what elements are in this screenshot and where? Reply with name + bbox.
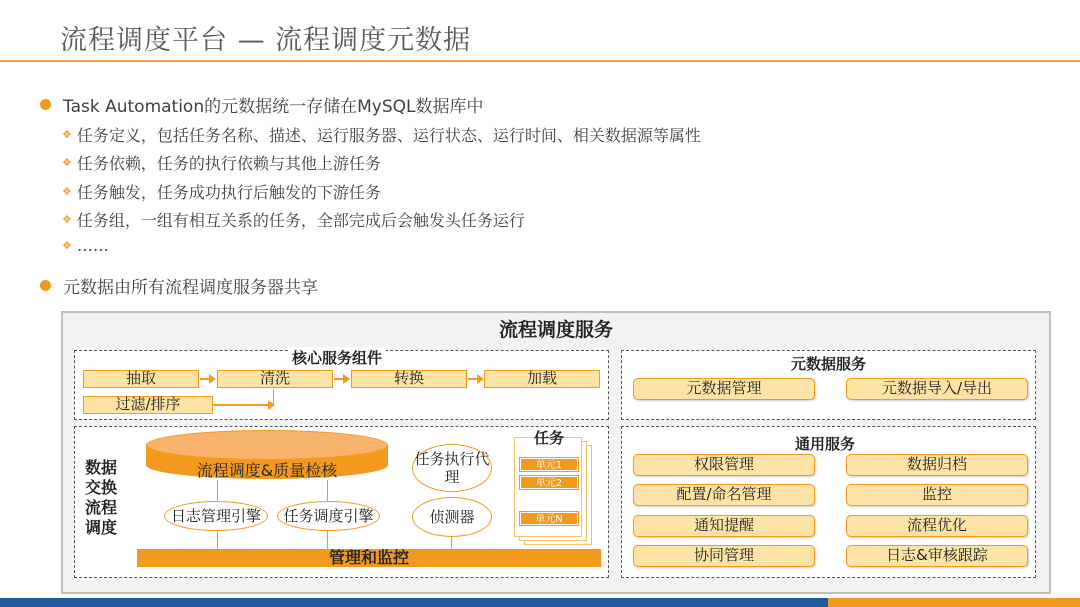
permission-management: 权限管理: [633, 454, 815, 476]
flow-arrow: [200, 378, 214, 380]
extract-step: 抽取: [83, 370, 199, 388]
sub-item-text: 任务依赖，任务的执行依赖与其他上游任务: [76, 154, 381, 173]
connector-line: [327, 480, 328, 502]
bullet-item: [40, 273, 318, 298]
flow-arrow: [468, 378, 482, 380]
task-engine: 任务调度引擎: [277, 501, 380, 531]
bullet-dot-icon: [40, 280, 51, 291]
metadata-management: 元数据管理: [633, 378, 815, 400]
monitoring: 监控: [846, 484, 1028, 506]
metadata-services-label: 元数据服务: [787, 353, 870, 374]
diamond-bullet-icon: ❖: [62, 128, 72, 141]
task-unit-n: 单元N: [520, 512, 578, 525]
connector-line: [217, 531, 218, 549]
sub-item: [62, 208, 525, 231]
common-services-label: 通用服务: [791, 433, 859, 454]
execution-agent: 任务执行代理: [412, 444, 492, 492]
core-components-label: 核心服务组件: [288, 347, 386, 368]
title-divider: [0, 60, 1080, 62]
scheduling-database-top: [146, 430, 388, 460]
diamond-bullet-icon: ❖: [62, 213, 72, 226]
connector-line: [327, 531, 328, 549]
footer-bar-orange: [828, 598, 1080, 607]
process-optimization: 流程优化: [846, 515, 1028, 537]
flow-arrow: [334, 378, 348, 380]
footer-bar-blue: [0, 598, 828, 607]
diamond-bullet-icon: ❖: [62, 239, 72, 252]
sub-item-text: ……: [76, 236, 109, 255]
metadata-import-export: 元数据导入/导出: [846, 378, 1028, 400]
load-step: 加载: [484, 370, 600, 388]
scheduling-quality-label: 流程调度&质量检核: [196, 461, 338, 480]
detector: 侦测器: [412, 497, 492, 537]
connector-line: [217, 480, 218, 502]
bullet-text: 元数据由所有流程调度服务器共享: [63, 278, 318, 298]
sub-item: [62, 180, 381, 203]
tasks-label: 任务: [534, 429, 565, 447]
clean-step: 清洗: [217, 370, 333, 388]
sub-item: [62, 151, 381, 174]
exchange-scheduling-label: 数据交换流程调度: [84, 458, 117, 537]
collaboration-management: 协同管理: [633, 545, 815, 567]
data-archiving: 数据归档: [846, 454, 1028, 476]
management-monitoring-bar: 管理和监控: [137, 549, 601, 567]
connector-line: [451, 537, 452, 549]
filter-sort-step: 过滤/排序: [83, 396, 213, 414]
diamond-bullet-icon: ❖: [62, 156, 72, 169]
diagram-title: 流程调度服务: [498, 319, 613, 341]
page-title: 流程调度平台 — 流程调度元数据: [60, 25, 472, 56]
log-engine: 日志管理引擎: [164, 501, 268, 531]
sub-item-text: 任务组，一组有相互关系的任务，全部完成后会触发头任务运行: [76, 211, 525, 230]
log-audit-tracking: 日志&审核跟踪: [846, 545, 1028, 567]
task-unit-1: 单元1: [520, 458, 578, 471]
config-naming-management: 配置/命名管理: [633, 484, 815, 506]
sub-item-text: 任务定义，包括任务名称、描述、运行服务器、运行状态、运行时间、相关数据源等属性: [76, 126, 701, 145]
notification-reminder: 通知提醒: [633, 515, 815, 537]
bullet-item: [40, 92, 483, 117]
sub-item: [62, 123, 701, 146]
flow-connector: [273, 389, 274, 405]
bullet-dot-icon: [40, 99, 51, 110]
transform-step: 转换: [351, 370, 467, 388]
sub-item: [62, 236, 109, 255]
task-unit-2: 单元2: [520, 476, 578, 489]
diamond-bullet-icon: ❖: [62, 185, 72, 198]
bullet-text: Task Automation的元数据统一存储在MySQL数据库中: [63, 97, 484, 117]
flow-arrow: [213, 404, 273, 406]
sub-item-text: 任务触发，任务成功执行后触发的下游任务: [76, 183, 381, 202]
